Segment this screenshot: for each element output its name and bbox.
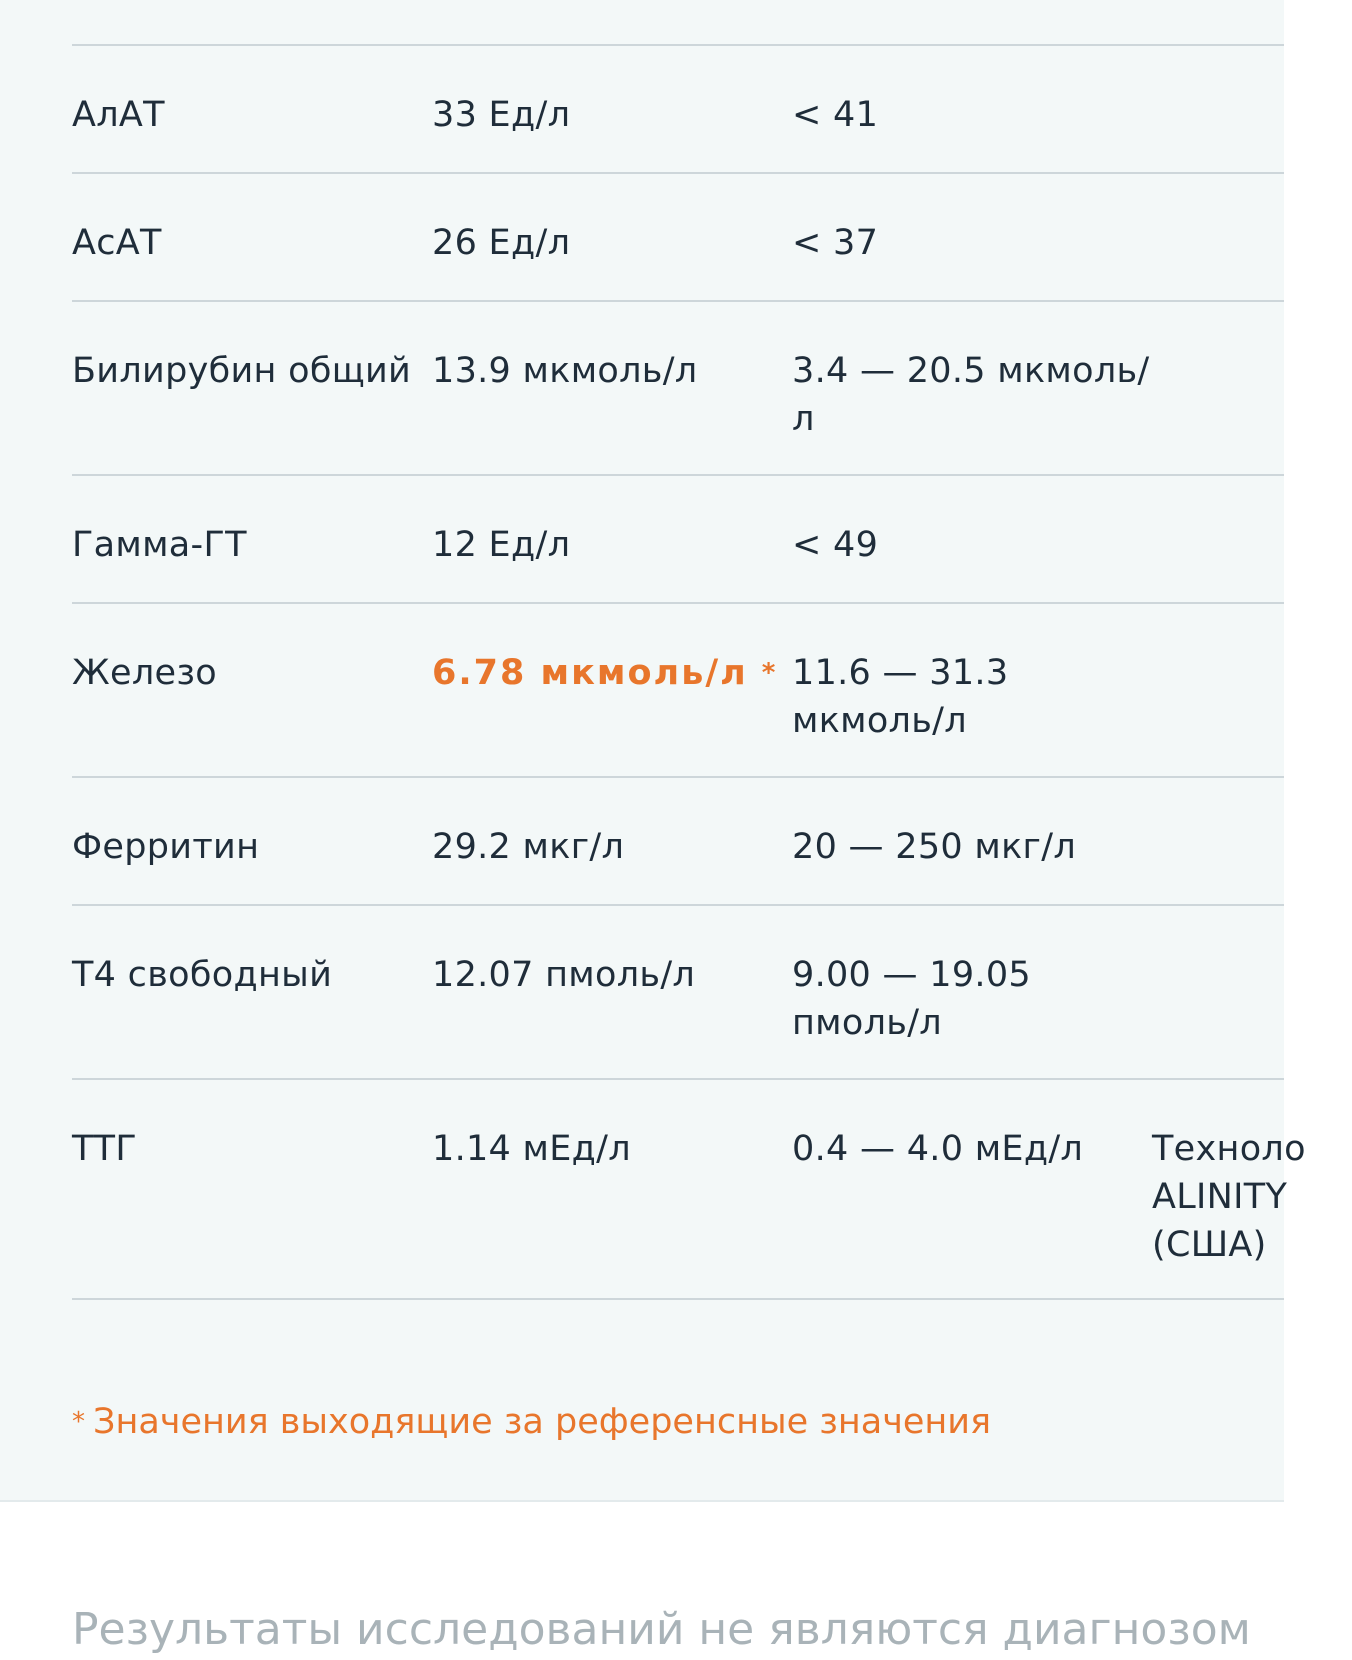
test-name: ТТГ bbox=[72, 1129, 138, 1169]
table-row bbox=[72, 604, 1284, 778]
test-name: АсАТ bbox=[72, 223, 162, 263]
reference-range: 0.4 — 4.0 мЕд/л bbox=[792, 1129, 1084, 1169]
test-value-flagged bbox=[432, 649, 775, 697]
out-of-range-marker: * bbox=[761, 658, 776, 688]
test-value bbox=[432, 219, 570, 267]
test-value bbox=[432, 823, 624, 871]
table-row bbox=[72, 174, 1284, 302]
test-value bbox=[432, 347, 697, 395]
table-row bbox=[72, 302, 1284, 476]
footnote-marker: * bbox=[72, 1407, 85, 1437]
test-value-text: 13.9 мкмоль/л bbox=[432, 351, 698, 391]
test-value-text: 6.78 мкмоль/л bbox=[432, 653, 748, 693]
table-row bbox=[72, 476, 1284, 604]
test-value bbox=[432, 951, 695, 999]
test-value-text: 12.07 пмоль/л bbox=[432, 955, 696, 995]
test-method: Техноло ALINITY (США) bbox=[1152, 1129, 1306, 1265]
test-value-text: 12 Ед/л bbox=[432, 525, 571, 565]
test-value-text: 29.2 мкг/л bbox=[432, 827, 625, 867]
test-value bbox=[432, 521, 570, 569]
test-value-text: 1.14 мЕд/л bbox=[432, 1129, 631, 1169]
test-name: Железо bbox=[72, 653, 217, 693]
disclaimer-text: Результаты исследований не являются диагнозом bbox=[72, 1604, 1251, 1655]
test-name: Т4 свободный bbox=[72, 955, 333, 995]
out-of-range-footnote bbox=[72, 1398, 991, 1446]
test-value-text: 33 Ед/л bbox=[432, 95, 571, 135]
test-name: Билирубин общий bbox=[72, 351, 412, 391]
reference-range: < 41 bbox=[792, 95, 879, 135]
reference-range: 20 — 250 мкг/л bbox=[792, 827, 1077, 867]
reference-range: 11.6 — 31.3 мкмоль/л bbox=[792, 653, 1009, 741]
test-value-text: 26 Ед/л bbox=[432, 223, 571, 263]
reference-range: 9.00 — 19.05 пмоль/л bbox=[792, 955, 1031, 1043]
table-row bbox=[72, 906, 1284, 1080]
reference-range: 3.4 — 20.5 мкмоль/л bbox=[792, 351, 1150, 439]
reference-range: < 49 bbox=[792, 525, 879, 565]
results-table bbox=[72, 46, 1306, 1300]
reference-range: < 37 bbox=[792, 223, 879, 263]
table-row bbox=[72, 1080, 1306, 1300]
test-name: Ферритин bbox=[72, 827, 260, 867]
table-row bbox=[72, 46, 1284, 174]
footnote-text: Значения выходящие за референсные значения bbox=[93, 1402, 992, 1442]
test-value bbox=[432, 1125, 631, 1173]
table-row bbox=[72, 778, 1284, 906]
test-name: Гамма-ГТ bbox=[72, 525, 247, 565]
test-name: АлАТ bbox=[72, 95, 165, 135]
test-value bbox=[432, 91, 570, 139]
